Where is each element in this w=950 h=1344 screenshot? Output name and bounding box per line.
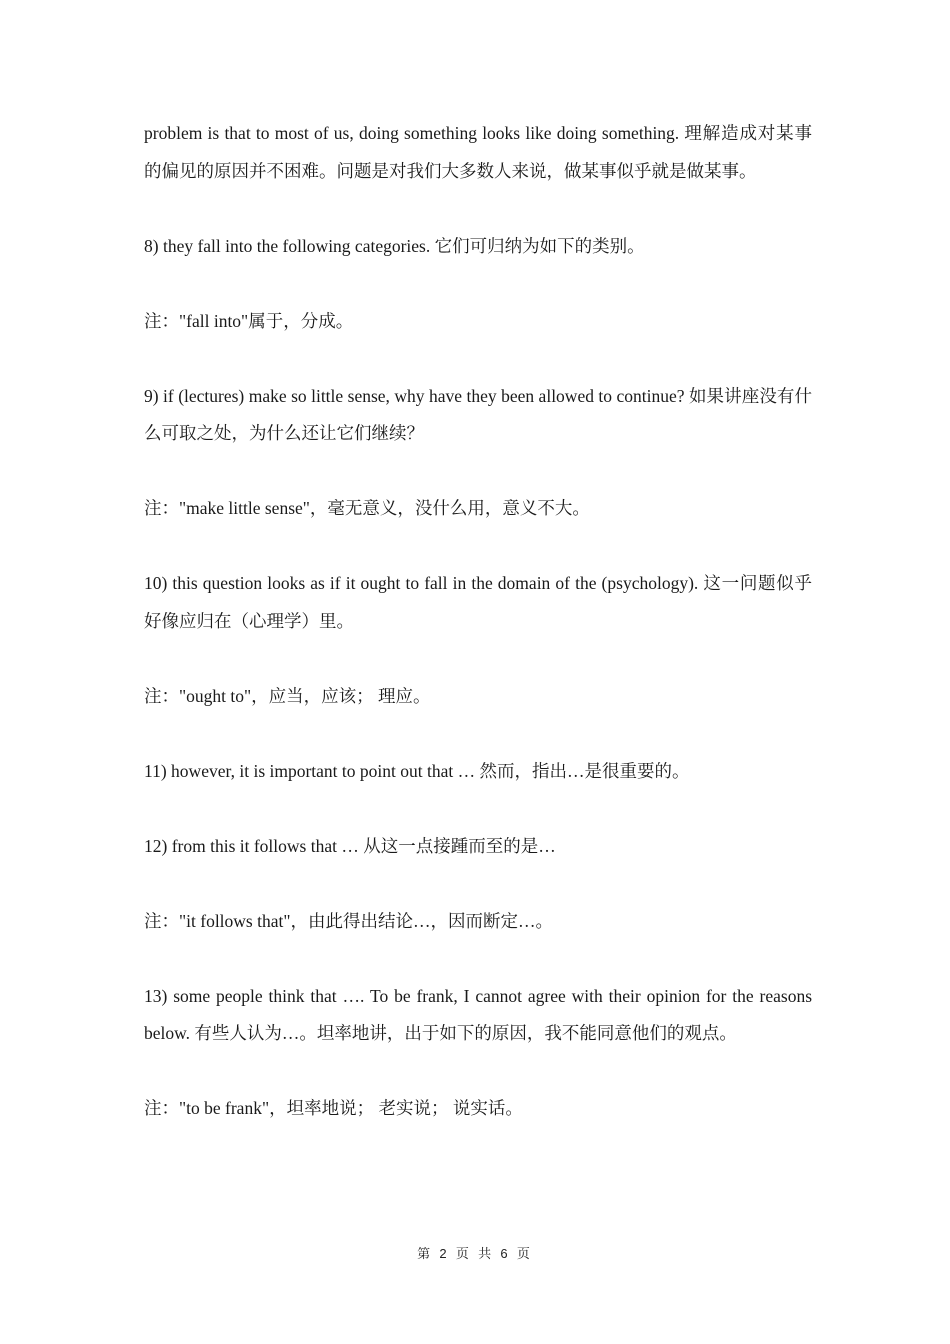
paragraph-2: 8) they fall into the following categories. 它们可归纳为如下的类别。 bbox=[144, 235, 645, 256]
paragraph-3: 注："fall into"属于，分成。 bbox=[144, 310, 354, 331]
document-body bbox=[144, 115, 812, 1128]
paragraph-spacer bbox=[144, 528, 812, 566]
paragraph-11: 13) some people think that …. To be frank, I cannot agree with their opinion for the reasons below. 有些人认为…。坦率地讲，出于如下的原因，我不能同意他们的观点。 bbox=[144, 985, 812, 1043]
paragraph-12: 注："to be frank"，坦率地说； 老实说； 说实话。 bbox=[144, 1098, 523, 1118]
footer-prefix: 第 bbox=[417, 1246, 434, 1261]
paragraph-4: 9) if (lectures) make so little sense, why have they been allowed to continue? 如果讲座没有什么可取之处，为什么还让它们继续？ bbox=[144, 385, 812, 443]
footer-middle: 页 共 bbox=[455, 1246, 495, 1261]
paragraph-spacer bbox=[144, 265, 812, 303]
paragraph-spacer bbox=[144, 940, 812, 978]
page-footer bbox=[0, 1243, 950, 1262]
paragraph-spacer bbox=[144, 865, 812, 903]
paragraph-8: 11) however, it is important to point out that … 然而，指出…是很重要的。 bbox=[144, 760, 690, 781]
footer-suffix: 页 bbox=[516, 1246, 533, 1261]
paragraph-spacer bbox=[144, 190, 812, 228]
paragraph-7: 注："ought to"，应当，应该； 理应。 bbox=[144, 685, 431, 706]
paragraph-spacer bbox=[144, 790, 812, 828]
footer-current-page: 2 bbox=[439, 1246, 450, 1261]
paragraph-spacer bbox=[144, 640, 812, 678]
paragraph-spacer bbox=[144, 340, 812, 378]
paragraph-5: 注："make little sense"，毫无意义，没什么用，意义不大。 bbox=[144, 498, 590, 518]
paragraph-1: problem is that to most of us, doing something looks like doing something. 理解造成对某事的偏见的原因并不困难。问题是对我们大多数人来说，做某事似乎就是做某事。 bbox=[144, 123, 812, 181]
paragraph-6: 10) this question looks as if it ought to fall in the domain of the (psychology). 这一问题似乎好像应归在（心理学）里。 bbox=[144, 573, 812, 631]
paragraph-10: 注："it follows that"，由此得出结论…，因而断定…。 bbox=[144, 910, 554, 931]
footer-total-pages: 6 bbox=[500, 1246, 511, 1261]
paragraph-9: 12) from this it follows that … 从这一点接踵而至的是… bbox=[144, 835, 556, 856]
paragraph-spacer bbox=[144, 1053, 812, 1091]
paragraph-spacer bbox=[144, 715, 812, 753]
paragraph-spacer bbox=[144, 453, 812, 491]
